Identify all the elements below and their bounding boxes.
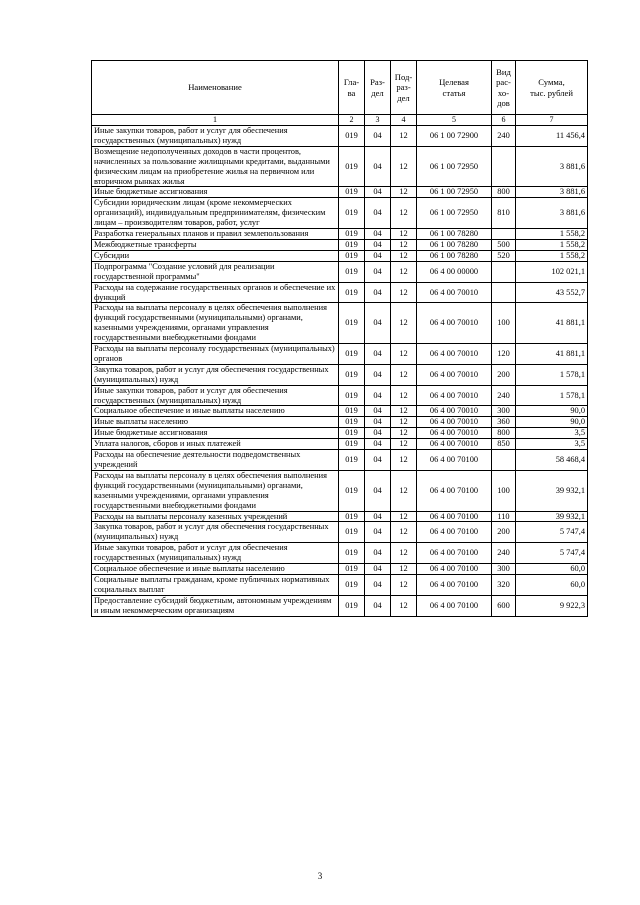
row-podrazdel-cell: 12 [391,364,417,385]
row-summa-cell: 5 747,4 [516,522,588,543]
column-number: 5 [417,115,492,126]
row-celevaya-statya-cell: 06 4 00 70010 [417,439,492,450]
row-vid-rashodov-cell: 850 [492,439,516,450]
row-razdel-cell: 04 [365,470,391,511]
row-razdel-cell: 04 [365,428,391,439]
row-name-cell: Расходы на выплаты персоналу в целях обеспечения выполнения функций государственными (муниципальными) органами, казенными учреждениями, органами управления государственными внебюджетными фондами [92,303,339,344]
column-number: 1 [92,115,339,126]
row-summa-cell: 60,0 [516,574,588,595]
budget-table [91,60,588,617]
row-razdel-cell: 04 [365,261,391,282]
row-glava-cell: 019 [339,564,365,575]
row-celevaya-statya-cell: 06 4 00 70100 [417,543,492,564]
row-glava-cell: 019 [339,126,365,147]
header-vid-rashodov: Вид рас- хо- дов [492,61,516,115]
row-name-cell: Расходы на содержание государственных органов и обеспечение их функций [92,282,339,303]
column-number: 4 [391,115,417,126]
row-celevaya-statya-cell: 06 4 00 70100 [417,564,492,575]
row-name-cell: Иные закупки товаров, работ и услуг для обеспечения государственных (муниципальных) нужд [92,385,339,406]
row-summa-cell: 3 881,6 [516,198,588,229]
row-glava-cell: 019 [339,344,365,365]
row-podrazdel-cell: 12 [391,428,417,439]
row-razdel-cell: 04 [365,543,391,564]
table-row [92,250,588,261]
row-podrazdel-cell: 12 [391,282,417,303]
row-summa-cell: 102 021,1 [516,261,588,282]
row-podrazdel-cell: 12 [391,406,417,417]
row-razdel-cell: 04 [365,439,391,450]
row-glava-cell: 019 [339,543,365,564]
row-summa-cell: 90,0 [516,406,588,417]
row-podrazdel-cell: 12 [391,146,417,187]
row-vid-rashodov-cell: 110 [492,511,516,522]
row-celevaya-statya-cell: 06 4 00 70100 [417,595,492,616]
row-summa-cell: 60,0 [516,564,588,575]
row-name-cell: Закупка товаров, работ и услуг для обеспечения государственных (муниципальных) нужд [92,522,339,543]
table-body [92,126,588,617]
row-podrazdel-cell: 12 [391,126,417,147]
row-summa-cell: 1 558,2 [516,239,588,250]
row-name-cell: Иные бюджетные ассигнования [92,187,339,198]
row-razdel-cell: 04 [365,239,391,250]
row-name-cell: Иные закупки товаров, работ и услуг для обеспечения государственных (муниципальных) нужд [92,543,339,564]
row-podrazdel-cell: 12 [391,417,417,428]
row-podrazdel-cell: 12 [391,522,417,543]
row-podrazdel-cell: 12 [391,261,417,282]
header-row [92,61,588,115]
header-summa: Сумма, тыс. рублей [516,61,588,115]
row-vid-rashodov-cell: 200 [492,364,516,385]
row-celevaya-statya-cell: 06 4 00 70010 [417,282,492,303]
table-row [92,198,588,229]
row-podrazdel-cell: 12 [391,344,417,365]
row-vid-rashodov-cell: 100 [492,303,516,344]
row-vid-rashodov-cell: 200 [492,522,516,543]
row-podrazdel-cell: 12 [391,229,417,240]
row-vid-rashodov-cell: 800 [492,187,516,198]
row-podrazdel-cell: 12 [391,595,417,616]
row-glava-cell: 019 [339,146,365,187]
row-podrazdel-cell: 12 [391,187,417,198]
row-celevaya-statya-cell: 06 4 00 70010 [417,385,492,406]
row-celevaya-statya-cell: 06 4 00 70010 [417,417,492,428]
row-razdel-cell: 04 [365,522,391,543]
table-row [92,303,588,344]
row-summa-cell: 1 578,1 [516,364,588,385]
row-summa-cell: 3,5 [516,428,588,439]
row-podrazdel-cell: 12 [391,439,417,450]
row-vid-rashodov-cell: 300 [492,564,516,575]
row-razdel-cell: 04 [365,303,391,344]
row-vid-rashodov-cell: 240 [492,385,516,406]
table-row [92,364,588,385]
table-row [92,522,588,543]
row-summa-cell: 41 881,1 [516,303,588,344]
row-summa-cell: 3,5 [516,439,588,450]
row-celevaya-statya-cell: 06 4 00 70010 [417,303,492,344]
row-name-cell: Расходы на выплаты персоналу в целях обеспечения выполнения функций государственными (муниципальными) органами, казенными учреждениями, органами управления государственными внебюджетными фондами [92,470,339,511]
row-razdel-cell: 04 [365,595,391,616]
row-celevaya-statya-cell: 06 4 00 70010 [417,406,492,417]
table-row [92,344,588,365]
table-row [92,146,588,187]
row-name-cell: Предоставление субсидий бюджетным, автономным учреждениям и иным некоммерческим организациям [92,595,339,616]
table-row [92,239,588,250]
row-razdel-cell: 04 [365,126,391,147]
row-vid-rashodov-cell: 810 [492,198,516,229]
row-summa-cell: 43 552,7 [516,282,588,303]
row-vid-rashodov-cell: 100 [492,470,516,511]
row-glava-cell: 019 [339,303,365,344]
table-row [92,470,588,511]
row-vid-rashodov-cell: 320 [492,574,516,595]
row-podrazdel-cell: 12 [391,564,417,575]
row-summa-cell: 1 558,2 [516,229,588,240]
row-summa-cell: 39 932,1 [516,511,588,522]
table-row [92,406,588,417]
row-celevaya-statya-cell: 06 1 00 78280 [417,229,492,240]
row-celevaya-statya-cell: 06 1 00 78280 [417,250,492,261]
table-row [92,450,588,471]
row-razdel-cell: 04 [365,406,391,417]
row-vid-rashodov-cell [492,146,516,187]
table-row [92,187,588,198]
row-summa-cell: 1 578,1 [516,385,588,406]
row-podrazdel-cell: 12 [391,450,417,471]
row-summa-cell: 5 747,4 [516,543,588,564]
row-razdel-cell: 04 [365,364,391,385]
row-vid-rashodov-cell: 600 [492,595,516,616]
row-vid-rashodov-cell [492,261,516,282]
row-name-cell: Расходы на обеспечение деятельности подведомственных учреждений [92,450,339,471]
row-glava-cell: 019 [339,239,365,250]
row-podrazdel-cell: 12 [391,511,417,522]
column-number-row [92,115,588,126]
row-podrazdel-cell: 12 [391,250,417,261]
row-vid-rashodov-cell: 300 [492,406,516,417]
row-celevaya-statya-cell: 06 1 00 72900 [417,126,492,147]
row-name-cell: Иные бюджетные ассигнования [92,428,339,439]
row-summa-cell: 39 932,1 [516,470,588,511]
row-razdel-cell: 04 [365,250,391,261]
row-summa-cell: 3 881,6 [516,146,588,187]
row-razdel-cell: 04 [365,417,391,428]
row-razdel-cell: 04 [365,198,391,229]
row-summa-cell: 58 468,4 [516,450,588,471]
row-name-cell: Возмещение недополученных доходов в части процентов, начисленных за пользование жилищными кредитами, выданными физическим лицам на приобретение жилья на первичном или вторичном рынках жилья [92,146,339,187]
row-celevaya-statya-cell: 06 1 00 72950 [417,187,492,198]
row-name-cell: Социальное обеспечение и иные выплаты населению [92,564,339,575]
row-summa-cell: 3 881,6 [516,187,588,198]
row-glava-cell: 019 [339,250,365,261]
row-vid-rashodov-cell: 520 [492,250,516,261]
row-name-cell: Межбюджетные трансферты [92,239,339,250]
row-podrazdel-cell: 12 [391,198,417,229]
row-razdel-cell: 04 [365,511,391,522]
row-celevaya-statya-cell: 06 4 00 70100 [417,574,492,595]
row-name-cell: Субсидии [92,250,339,261]
row-razdel-cell: 04 [365,574,391,595]
row-name-cell: Разработка генеральных планов и правил землепользования [92,229,339,240]
row-razdel-cell: 04 [365,450,391,471]
table-row [92,417,588,428]
table-row [92,595,588,616]
row-vid-rashodov-cell: 800 [492,428,516,439]
row-razdel-cell: 04 [365,146,391,187]
row-celevaya-statya-cell: 06 4 00 70100 [417,522,492,543]
row-glava-cell: 019 [339,522,365,543]
row-celevaya-statya-cell: 06 4 00 70100 [417,450,492,471]
row-vid-rashodov-cell [492,450,516,471]
row-glava-cell: 019 [339,511,365,522]
table-row [92,511,588,522]
column-number: 7 [516,115,588,126]
table-row [92,543,588,564]
row-glava-cell: 019 [339,187,365,198]
table-header [92,61,588,126]
header-glava: Гла- ва [339,61,365,115]
row-vid-rashodov-cell [492,229,516,240]
row-celevaya-statya-cell: 06 4 00 70010 [417,428,492,439]
row-name-cell: Социальное обеспечение и иные выплаты населению [92,406,339,417]
row-glava-cell: 019 [339,406,365,417]
row-name-cell: Иные закупки товаров, работ и услуг для обеспечения государственных (муниципальных) нужд [92,126,339,147]
row-podrazdel-cell: 12 [391,470,417,511]
row-celevaya-statya-cell: 06 4 00 70100 [417,511,492,522]
header-podrazdel: Под- раз- дел [391,61,417,115]
row-razdel-cell: 04 [365,229,391,240]
row-summa-cell: 90,0 [516,417,588,428]
header-celevaya-statya: Целевая статья [417,61,492,115]
row-vid-rashodov-cell: 360 [492,417,516,428]
row-name-cell: Расходы на выплаты персоналу казенных учреждений [92,511,339,522]
row-glava-cell: 019 [339,229,365,240]
row-vid-rashodov-cell: 240 [492,126,516,147]
row-name-cell: Иные выплаты населению [92,417,339,428]
row-glava-cell: 019 [339,470,365,511]
table-row [92,261,588,282]
row-celevaya-statya-cell: 06 4 00 70010 [417,364,492,385]
column-number: 2 [339,115,365,126]
row-summa-cell: 11 456,4 [516,126,588,147]
row-glava-cell: 019 [339,261,365,282]
row-glava-cell: 019 [339,364,365,385]
row-name-cell: Подпрограмма "Создание условий для реализации государственной программы" [92,261,339,282]
row-name-cell: Расходы на выплаты персоналу государственных (муниципальных) органов [92,344,339,365]
row-celevaya-statya-cell: 06 4 00 70010 [417,344,492,365]
row-celevaya-statya-cell: 06 4 00 70100 [417,470,492,511]
row-razdel-cell: 04 [365,344,391,365]
row-glava-cell: 019 [339,450,365,471]
row-vid-rashodov-cell: 500 [492,239,516,250]
table-row [92,439,588,450]
row-summa-cell: 1 558,2 [516,250,588,261]
row-vid-rashodov-cell [492,282,516,303]
row-vid-rashodov-cell: 240 [492,543,516,564]
row-name-cell: Уплата налогов, сборов и иных платежей [92,439,339,450]
row-podrazdel-cell: 12 [391,385,417,406]
row-podrazdel-cell: 12 [391,574,417,595]
table-row [92,564,588,575]
row-summa-cell: 9 922,3 [516,595,588,616]
row-glava-cell: 019 [339,385,365,406]
row-vid-rashodov-cell: 120 [492,344,516,365]
row-name-cell: Закупка товаров, работ и услуг для обеспечения государственных (муниципальных) нужд [92,364,339,385]
row-glava-cell: 019 [339,439,365,450]
row-celevaya-statya-cell: 06 1 00 72950 [417,146,492,187]
table-row [92,126,588,147]
table-row [92,385,588,406]
row-name-cell: Субсидии юридическим лицам (кроме некоммерческих организаций), индивидуальным предпринимателям, физическим лицам – производителям товаров, работ, услуг [92,198,339,229]
row-summa-cell: 41 881,1 [516,344,588,365]
row-glava-cell: 019 [339,417,365,428]
header-razdel: Раз- дел [365,61,391,115]
row-razdel-cell: 04 [365,564,391,575]
row-name-cell: Социальные выплаты гражданам, кроме публичных нормативных социальных выплат [92,574,339,595]
row-podrazdel-cell: 12 [391,543,417,564]
row-celevaya-statya-cell: 06 4 00 00000 [417,261,492,282]
row-razdel-cell: 04 [365,187,391,198]
table-row [92,229,588,240]
row-razdel-cell: 04 [365,385,391,406]
row-celevaya-statya-cell: 06 1 00 72950 [417,198,492,229]
table-row [92,282,588,303]
row-glava-cell: 019 [339,574,365,595]
table-row [92,428,588,439]
row-glava-cell: 019 [339,198,365,229]
row-podrazdel-cell: 12 [391,239,417,250]
column-number: 3 [365,115,391,126]
row-glava-cell: 019 [339,428,365,439]
row-razdel-cell: 04 [365,282,391,303]
page-number: 3 [317,871,323,881]
column-number: 6 [492,115,516,126]
row-glava-cell: 019 [339,282,365,303]
row-glava-cell: 019 [339,595,365,616]
row-podrazdel-cell: 12 [391,303,417,344]
row-celevaya-statya-cell: 06 1 00 78280 [417,239,492,250]
header-name: Наименование [92,61,339,115]
table-row [92,574,588,595]
